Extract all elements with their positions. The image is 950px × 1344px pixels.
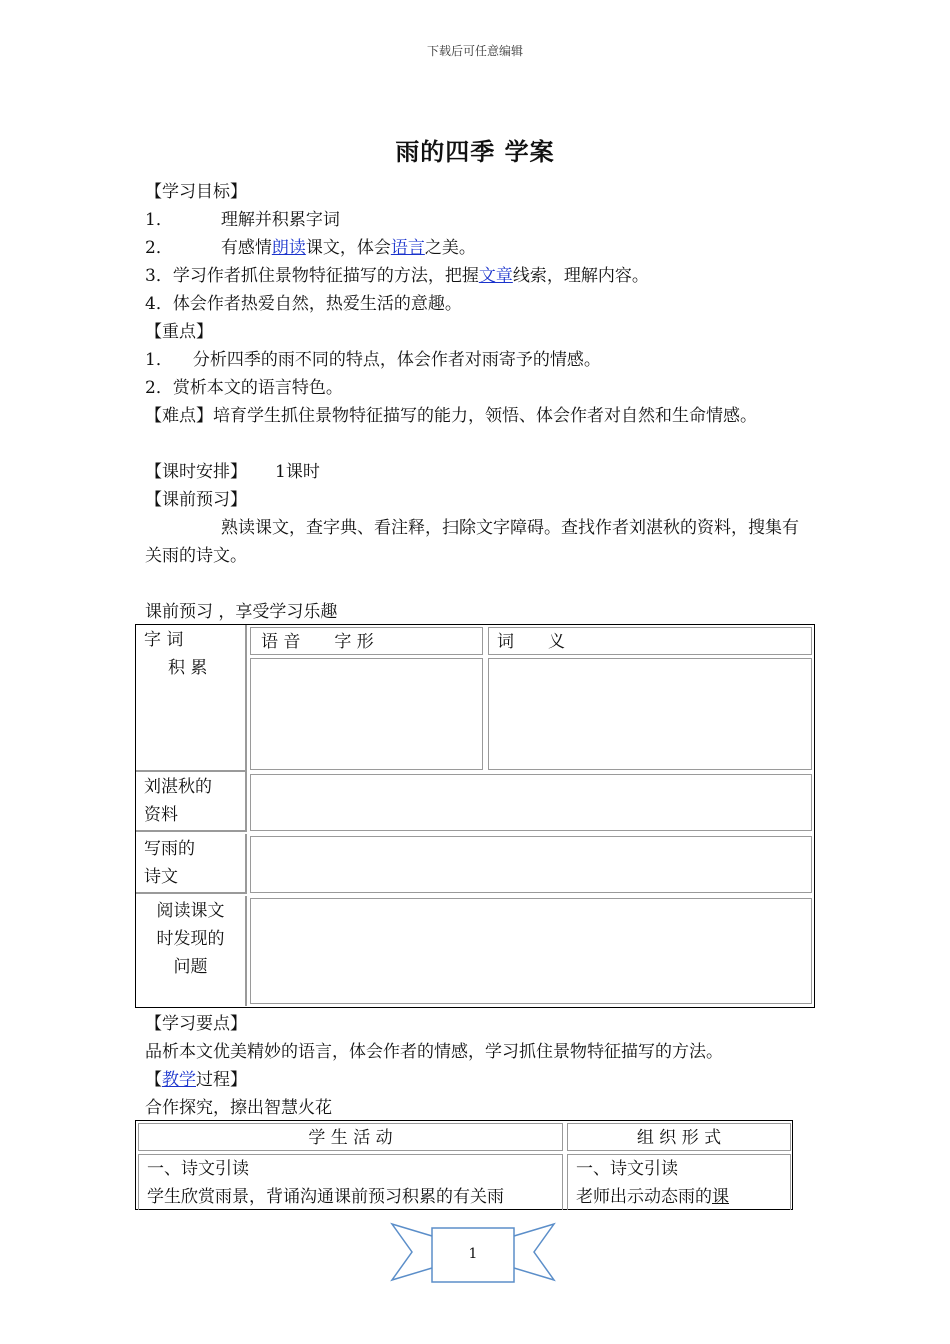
- objective-3-text-b: 线索，理解内容。: [512, 266, 649, 286]
- link-wenzhang[interactable]: 文章: [478, 266, 513, 286]
- table2-caption: 合作探究，擦出智慧火花: [145, 1098, 332, 1118]
- student-activity-line1: 一、诗文引读: [147, 1159, 249, 1179]
- objectives-heading: 【学习目标】: [145, 182, 247, 202]
- col-header-student-activity: 学 生 活 动: [138, 1123, 563, 1151]
- objective-2-text-a: 有感情: [220, 238, 272, 258]
- objective-2: [145, 234, 476, 262]
- points-text: 品析本文优美精妙的语言，体会作者的情感，学习抓住景物特征描写的方法。: [145, 1042, 723, 1062]
- objective-1-text: 理解并积累字词: [220, 210, 340, 230]
- link-yuyan[interactable]: 语言: [390, 238, 425, 258]
- schedule-line: [145, 458, 320, 486]
- words-label-cell: [136, 625, 247, 772]
- link-langdu[interactable]: 朗读: [271, 238, 306, 258]
- questions-label-line3: 问题: [173, 957, 208, 977]
- schedule-label: 【课时安排】: [145, 462, 247, 482]
- organization-form-line2: 老师出示动态雨的课: [576, 1187, 729, 1207]
- objective-2-number: 2．: [145, 238, 173, 258]
- words-label-line1: 字 词: [144, 630, 184, 650]
- questions-label-line1: 阅读课文: [156, 901, 225, 921]
- objective-3-text-a: 3．学习作者抓住景物特征描写的方法，把握: [145, 266, 479, 286]
- key-point-2: 2．赏析本文的语言特色。: [145, 378, 343, 398]
- key-point-1-text: 分析四季的雨不同的特点，体会作者对雨寄予的情感。: [192, 350, 601, 370]
- preview-text: 熟读课文，查字典、看注释，扫除文字障碍。查找作者刘湛秋的资料，搜集有关雨的诗文。: [145, 518, 799, 566]
- organization-form-line1: 一、诗文引读: [576, 1159, 678, 1179]
- col-header-meaning: 词 义: [488, 627, 812, 655]
- author-label-line1: 刘湛秋的: [144, 777, 212, 797]
- process-heading: [145, 1066, 247, 1094]
- words-label-line2: 积 累: [168, 658, 208, 678]
- key-point-1: [145, 346, 601, 374]
- author-label-cell: [136, 772, 247, 832]
- author-label-line2: 资料: [144, 805, 178, 825]
- cell-meaning-body[interactable]: [488, 658, 812, 770]
- difficulty-text: 【难点】培育学生抓住景物特征描写的能力，领悟、体会作者对自然和生命情感。: [145, 406, 757, 426]
- poems-label-cell: [136, 834, 247, 894]
- objective-2-text-c: 之美。: [424, 238, 476, 258]
- process-table: [135, 1120, 793, 1210]
- link-jiaoxue[interactable]: 教学: [162, 1070, 196, 1090]
- schedule-value: 1课时: [275, 462, 320, 482]
- cell-rain-poems[interactable]: [250, 836, 812, 893]
- objective-2-text-b: 课文，体会: [305, 238, 391, 258]
- objective-4: 4．体会作者热爱自然，热爱生活的意趣。: [145, 294, 462, 314]
- cell-author-info[interactable]: [250, 774, 812, 831]
- objective-3: [145, 262, 649, 290]
- poems-label-line2: 诗文: [144, 867, 178, 887]
- table1-caption: 课前预习 ，享受学习乐趣: [145, 602, 338, 622]
- key-points-heading: 【重点】: [145, 322, 213, 342]
- cell-student-activity-1: [138, 1154, 563, 1210]
- process-bracket: 【: [145, 1070, 162, 1090]
- key-point-1-number: 1．: [145, 350, 173, 370]
- col-header-organization-form: 组 织 形 式: [567, 1123, 791, 1151]
- process-heading-rest: 过程】: [196, 1070, 247, 1090]
- col-header-pronunciation: 语 音 字 形: [250, 627, 483, 655]
- student-activity-line2: 学生欣赏雨景，背诵沟通课前预习积累的有关雨: [147, 1187, 504, 1207]
- questions-label-cell: [136, 896, 247, 1006]
- poems-label-line1: 写雨的: [144, 839, 195, 859]
- cell-questions[interactable]: [250, 898, 812, 1004]
- objective-1: [145, 206, 340, 234]
- page-number: 1: [468, 1246, 478, 1262]
- preview-heading: 【课前预习】: [145, 490, 247, 510]
- objective-1-number: 1．: [145, 210, 173, 230]
- points-heading: 【学习要点】: [145, 1014, 247, 1034]
- header-note: 下载后可任意编辑: [426, 44, 523, 58]
- page-title: 雨的四季 学案: [395, 138, 555, 166]
- questions-label-line2: 时发现的: [156, 929, 225, 949]
- cell-organization-form-1: [567, 1154, 791, 1210]
- cell-pronunciation-body[interactable]: [250, 658, 483, 770]
- preview-table: [135, 624, 815, 1008]
